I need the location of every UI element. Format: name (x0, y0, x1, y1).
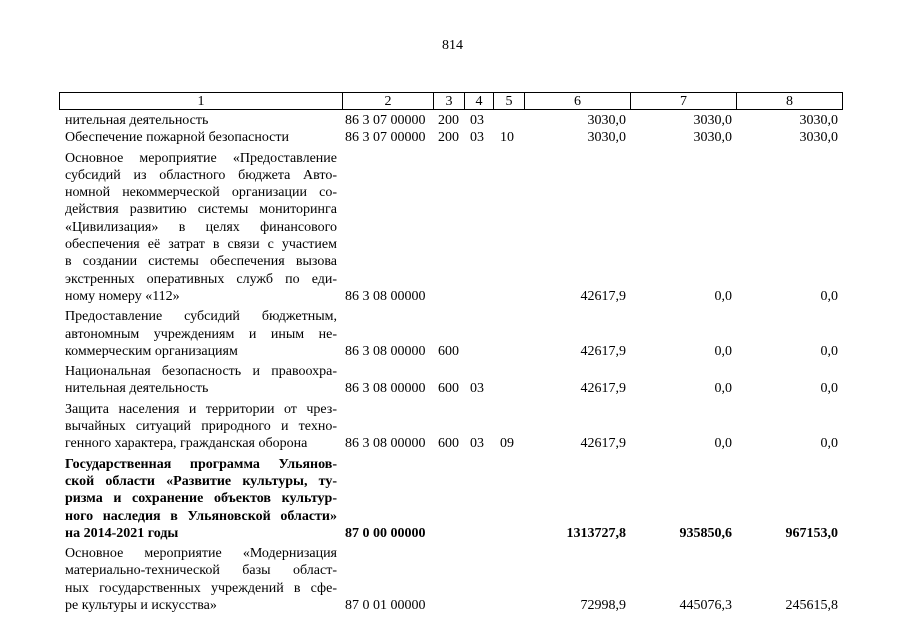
description-line: автономным учреждениям и иным не- (65, 326, 337, 342)
amount-col-7: 0,0 (714, 436, 732, 452)
amount-col-7: 3030,0 (693, 130, 732, 146)
amount-col-8: 245615,8 (785, 598, 838, 614)
row-description (65, 363, 337, 398)
row-description (65, 308, 337, 360)
description-line: Национальная безопасность и правоохра- (65, 364, 337, 380)
expense-type: 600 (438, 436, 459, 452)
budget-code: 86 3 07 00000 (345, 130, 426, 146)
description-line: нительная деятельность (65, 113, 209, 128)
row-description (65, 456, 337, 542)
description-line: Обеспечение пожарной безопасности (65, 130, 290, 146)
description-line: Защита населения и территории от чрез- (65, 401, 337, 417)
description-line: ризма и сохранение объектов культур- (65, 491, 337, 507)
amount-col-6: 42617,9 (580, 288, 626, 304)
row-description (65, 129, 337, 146)
table-row (0, 150, 905, 306)
amount-col-8: 0,0 (820, 436, 838, 452)
section: 03 (470, 381, 484, 397)
page-number: 814 (442, 38, 463, 53)
amount-col-8: 3030,0 (799, 130, 838, 146)
description-line: Предоставление субсидий бюджетным, (65, 309, 337, 325)
expense-type: 200 (438, 130, 459, 146)
description-line: материально-технической базы област- (65, 563, 337, 579)
description-line: Государственная программа Ульянов- (65, 456, 337, 472)
amount-col-6: 1313727,8 (566, 525, 626, 541)
expense-type: 600 (438, 343, 459, 359)
description-line: генного характера, гражданская оборона (65, 436, 308, 452)
description-line: обеспечения её затрат в связи с участием (65, 237, 337, 253)
description-line: в создании системы обеспечения вызова (65, 254, 337, 270)
table-row (0, 545, 905, 614)
table-row (0, 401, 905, 453)
section: 03 (470, 436, 484, 452)
budget-code: 87 0 00 00000 (345, 525, 426, 541)
budget-code: 87 0 01 00000 (345, 598, 426, 614)
table-row (0, 363, 905, 398)
amount-col-6: 42617,9 (580, 343, 626, 359)
description-line: действия развитию системы мониторинга (65, 202, 337, 218)
description-line: субсидий из областного бюджета Авто- (65, 167, 337, 183)
description-line: номной некоммерческой организации со- (65, 185, 337, 201)
amount-col-6: 42617,9 (580, 436, 626, 452)
amount-col-7: 3030,0 (693, 113, 732, 128)
row-description (65, 545, 337, 614)
header-col-1: 1 (59, 92, 342, 110)
table-row (0, 308, 905, 360)
amount-col-8: 0,0 (820, 343, 838, 359)
amount-col-8: 0,0 (820, 288, 838, 304)
budget-code: 86 3 08 00000 (345, 381, 426, 397)
budget-code: 86 3 08 00000 (345, 343, 426, 359)
description-line: вычайных ситуаций природного и техно- (65, 419, 337, 435)
description-line: коммерческим организациям (65, 343, 238, 359)
amount-col-6: 3030,0 (587, 130, 626, 146)
header-col-6: 6 (524, 92, 630, 110)
description-line: «Цивилизация» в целях финансового (65, 219, 337, 235)
header-col-7: 7 (630, 92, 736, 110)
amount-col-7: 0,0 (714, 381, 732, 397)
row-description (65, 401, 337, 453)
header-col-8: 8 (736, 92, 843, 110)
expense-type: 600 (438, 381, 459, 397)
header-col-5: 5 (493, 92, 524, 110)
row-description (65, 112, 337, 129)
description-line: на 2014-2021 годы (65, 525, 179, 541)
row-description (65, 150, 337, 306)
description-line: ской области «Развитие культуры, ту- (65, 473, 337, 489)
subsection: 10 (500, 130, 514, 146)
description-line: Основное мероприятие «Модернизация (65, 546, 337, 562)
amount-col-8: 0,0 (820, 381, 838, 397)
description-line: ных государственных учреждений в сфе- (65, 580, 337, 596)
budget-code: 86 3 07 00000 (345, 113, 426, 128)
budget-code: 86 3 08 00000 (345, 288, 426, 304)
amount-col-8: 3030,0 (799, 113, 838, 128)
amount-col-7: 0,0 (714, 288, 732, 304)
amount-col-6: 42617,9 (580, 381, 626, 397)
amount-col-8: 967153,0 (785, 525, 838, 541)
amount-col-7: 935850,6 (679, 525, 732, 541)
section: 03 (470, 113, 484, 128)
table-row (0, 129, 905, 146)
header-col-3: 3 (433, 92, 464, 110)
description-line: ного наследия в Ульяновской области» (65, 508, 337, 524)
budget-code: 86 3 08 00000 (345, 436, 426, 452)
description-line: Основное мероприятие «Предоставление (65, 150, 337, 166)
description-line: ному номеру «112» (65, 288, 180, 304)
header-col-4: 4 (464, 92, 493, 110)
subsection: 09 (500, 436, 514, 452)
amount-col-6: 72998,9 (580, 598, 626, 614)
amount-col-7: 0,0 (714, 343, 732, 359)
description-line: экстренных оперативных служб по еди- (65, 271, 337, 287)
section: 03 (470, 130, 484, 146)
description-line: нительная деятельность (65, 381, 209, 397)
amount-col-6: 3030,0 (587, 113, 626, 128)
header-col-2: 2 (342, 92, 433, 110)
expense-type: 200 (438, 113, 459, 128)
table-row (0, 112, 905, 129)
table-row (0, 456, 905, 543)
amount-col-7: 445076,3 (679, 598, 732, 614)
description-line: ре культуры и искусства» (65, 598, 217, 614)
